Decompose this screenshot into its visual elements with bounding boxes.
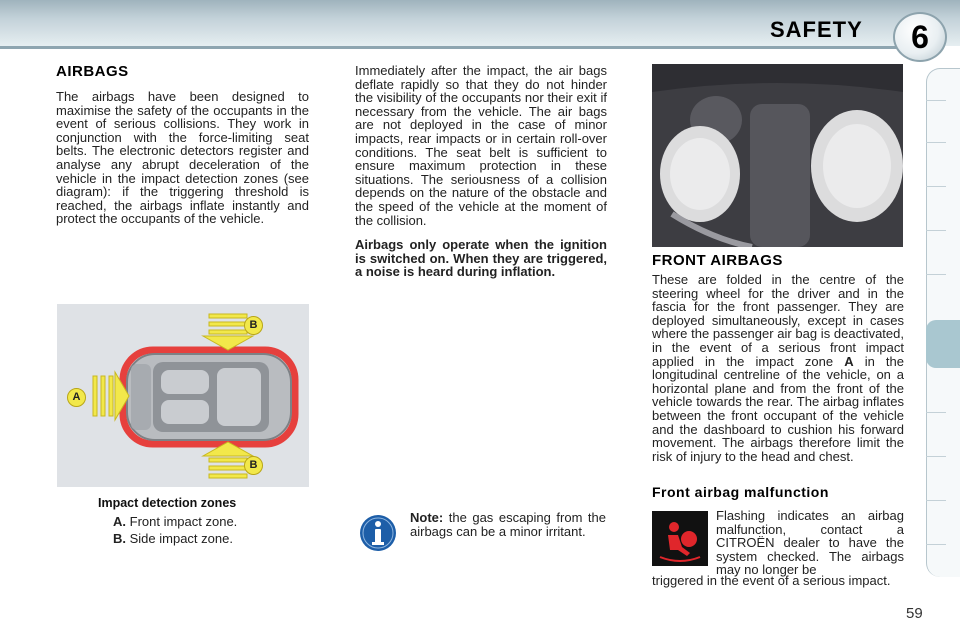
chapter-number: 6 xyxy=(911,19,929,55)
chapter-badge xyxy=(893,12,947,62)
tab-divider xyxy=(926,500,946,501)
malfunction-heading: Front airbag malfunction xyxy=(652,484,829,500)
tab-divider xyxy=(926,100,946,101)
page-number: 59 xyxy=(906,605,923,622)
malfunction-text: Flashing indicates an airbag malfunction, contact a CITROËN dealer to have the system checked. The airbags may no longer be xyxy=(716,508,904,578)
ignition-warning-text: Airbags only operate when the ignition is switched on. When they are triggered, a noise is heard during inflation. xyxy=(355,237,607,280)
tab-divider xyxy=(926,544,946,545)
front-airbags-photo xyxy=(652,64,903,247)
tab-divider xyxy=(926,230,946,231)
tab-divider xyxy=(926,274,946,275)
airbags-intro: The airbags have been designed to maximise the safety of the occupants in the event of serious collisions. They work in conjunction with the force-limiting seat belts. The electronic detectors register and analyse any abrupt deceleration of the vehicle in the impact detection zones (see diagram): if the triggering threshold is reached, the airbags inflate instantly and protect the occupants of the vehicle. xyxy=(56,89,309,227)
car-top-view xyxy=(57,304,309,487)
caption-zone-b-key: B. xyxy=(113,531,126,546)
diagram-caption-title: Impact detection zones xyxy=(98,496,237,510)
front-airbags-body-before: These are folded in the centre of the steering wheel for the driver and in the fascia for the front passenger. They are deployed simultaneously, except in cases where the passenger air bag is deactivated, in the event of a serious front impact applied in the impact zone xyxy=(652,272,904,369)
front-airbags-zone-ref: A xyxy=(844,353,854,369)
caption-zone-b xyxy=(113,531,233,546)
front-airbags-body-after: in the longitudinal centreline of the vehicle, on a horizontal plane and from the front of the vehicle towards the rear. The airbag inflates between the front occupant of the vehicle and the dashboard to cushion his forward movement. The airbags therefore limit the risk of injury to the head and chest. xyxy=(652,353,905,464)
chapter-tab-active[interactable] xyxy=(926,320,960,368)
note-label: Note: xyxy=(410,510,444,525)
caption-zone-a-key: A. xyxy=(113,514,126,529)
caption-zone-a xyxy=(113,514,237,529)
deployed-airbags-illustration xyxy=(652,64,903,247)
airbag-warning-icon xyxy=(652,511,708,566)
zone-b-label-top: B xyxy=(244,316,263,335)
tab-divider xyxy=(926,186,946,187)
tab-divider xyxy=(926,456,946,457)
info-icon xyxy=(359,514,397,552)
header-rule xyxy=(0,46,900,49)
malfunction-text-continued: triggered in the event of a serious impact. xyxy=(652,573,891,588)
caption-zone-a-text: Front impact zone. xyxy=(129,514,238,529)
tab-divider xyxy=(926,412,946,413)
impact-zones-diagram xyxy=(57,304,309,487)
note-body: the gas escaping from the airbags can be a minor irritant. xyxy=(410,510,606,539)
note-text xyxy=(410,511,606,538)
zone-a-label: A xyxy=(67,388,86,407)
airbags-heading: AIRBAGS xyxy=(56,63,129,80)
after-impact-text: Immediately after the impact, the air bags deflate rapidly so that they do not hinder the visibility of the occupants nor their exit if necessary from the vehicle. The air bags are not deployed in the case of minor impacts, rear impacts or in certain roll-over conditions. The seat belt is sufficient to ensure maximum protection in these situations. The seriousness of a collision depends on the nature of the obstacle and the speed of the vehicle at the moment of the collision. xyxy=(355,63,607,228)
caption-zone-b-text: Side impact zone. xyxy=(129,531,233,546)
tab-divider xyxy=(926,142,946,143)
front-airbags-text xyxy=(652,273,904,463)
section-title: SAFETY xyxy=(770,17,863,42)
zone-b-label-bottom: B xyxy=(244,456,263,475)
front-airbags-heading: FRONT AIRBAGS xyxy=(652,252,783,269)
